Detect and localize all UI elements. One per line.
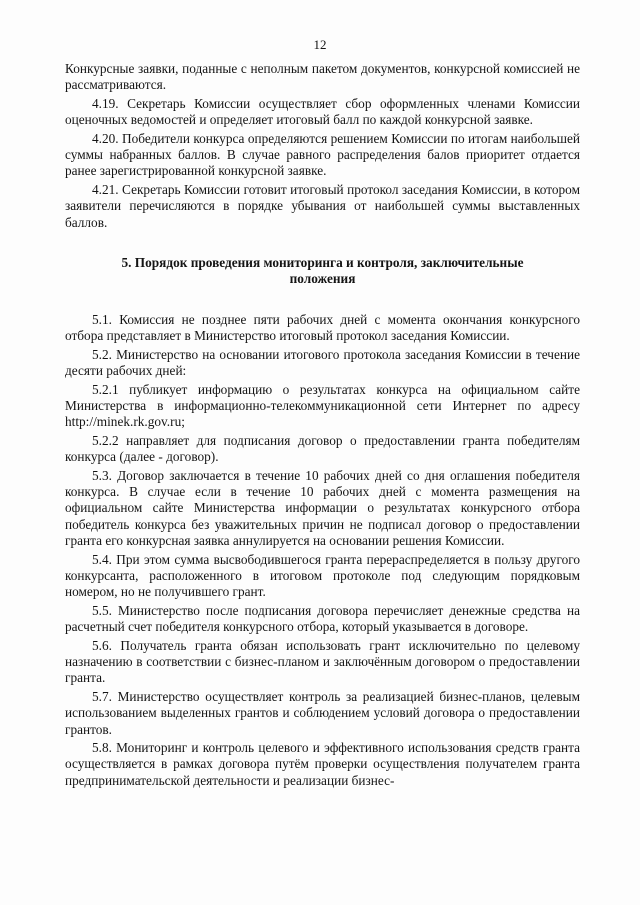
- paragraph: 4.19. Секретарь Комиссии осуществляет сбор оформленных членами Комиссии оценочных ведомостей и определяет итоговый балл по каждой конкурсной заявке.: [65, 95, 580, 128]
- paragraph: 5.2.1 публикует информацию о результатах конкурса на официальном сайте Министерства в информационно-телекоммуникационной сети Интернет по адресу http://minek.rk.gov.ru;: [65, 381, 580, 430]
- paragraph: 5.6. Получатель гранта обязан использовать грант исключительно по целевому назначению в соответствии с бизнес-планом и заключённым договором о предоставлении гранта.: [65, 637, 580, 686]
- document-body: [65, 61, 580, 791]
- paragraph: 5.1. Комиссия не позднее пяти рабочих дней с момента окончания конкурсного отбора представляет в Министерство итоговый протокол заседания Комиссии.: [65, 311, 580, 344]
- paragraph: 5.8. Мониторинг и контроль целевого и эффективного использования средств гранта осуществляется в рамках договора путём проверки осуществления получателем гранта предпринимательской деятельности и реализации бизнес-: [65, 740, 580, 788]
- paragraph: 5.2. Министерство на основании итогового протокола заседания Комиссии в течение десяти рабочих дней:: [65, 346, 580, 379]
- section-4-continuation: [65, 61, 580, 231]
- paragraph: 4.20. Победители конкурса определяются решением Комиссии по итогам наибольшей суммы набранных баллов. В случае равного распределения балов приоритет отдается ранее зарегистрированной конкурсной заявке.: [65, 130, 580, 179]
- paragraph: 5.5. Министерство после подписания договора перечисляет денежные средства на расчетный счет победителя конкурсного отбора, который указывается в договоре.: [65, 602, 580, 635]
- paragraph: 5.4. При этом сумма высвободившегося гранта перераспределяется в пользу другого конкурсанта, расположенного в итоговом протоколе под следующим порядковым номером, но не получившего грант.: [65, 551, 580, 600]
- section-heading-line-1: 5. Порядок проведения мониторинга и контроля, заключительные: [121, 255, 524, 271]
- section-heading-line-2: положения: [289, 271, 356, 287]
- section-5-heading: [65, 255, 580, 288]
- paragraph: Конкурсные заявки, поданные с неполным пакетом документов, конкурсной комиссией не рассматриваются.: [65, 61, 580, 93]
- paragraph: 5.7. Министерство осуществляет контроль за реализацией бизнес-планов, целевым использованием выделенных грантов и соблюдением условий договора о предоставлении грантов.: [65, 688, 580, 737]
- paragraph: 5.3. Договор заключается в течение 10 рабочих дней со дня оглашения победителя конкурса. В случае если в течение 10 рабочих дней с момента размещения на официальном сайте Министерства информации о результатах конкурсного отбора победитель конкурса без уважительных причин не подписал договор о предоставлении гранта его конкурсная заявка аннулируется на основании решения Комиссии.: [65, 467, 580, 549]
- section-5-body: [65, 312, 580, 789]
- page-number: 12: [313, 37, 327, 52]
- paragraph: 4.21. Секретарь Комиссии готовит итоговый протокол заседания Комиссии, в котором заявители перечисляются в порядке убывания от наибольшей суммы выставленных баллов.: [65, 181, 580, 230]
- paragraph: 5.2.2 направляет для подписания договор о предоставлении гранта победителям конкурса (далее - договор).: [65, 432, 580, 465]
